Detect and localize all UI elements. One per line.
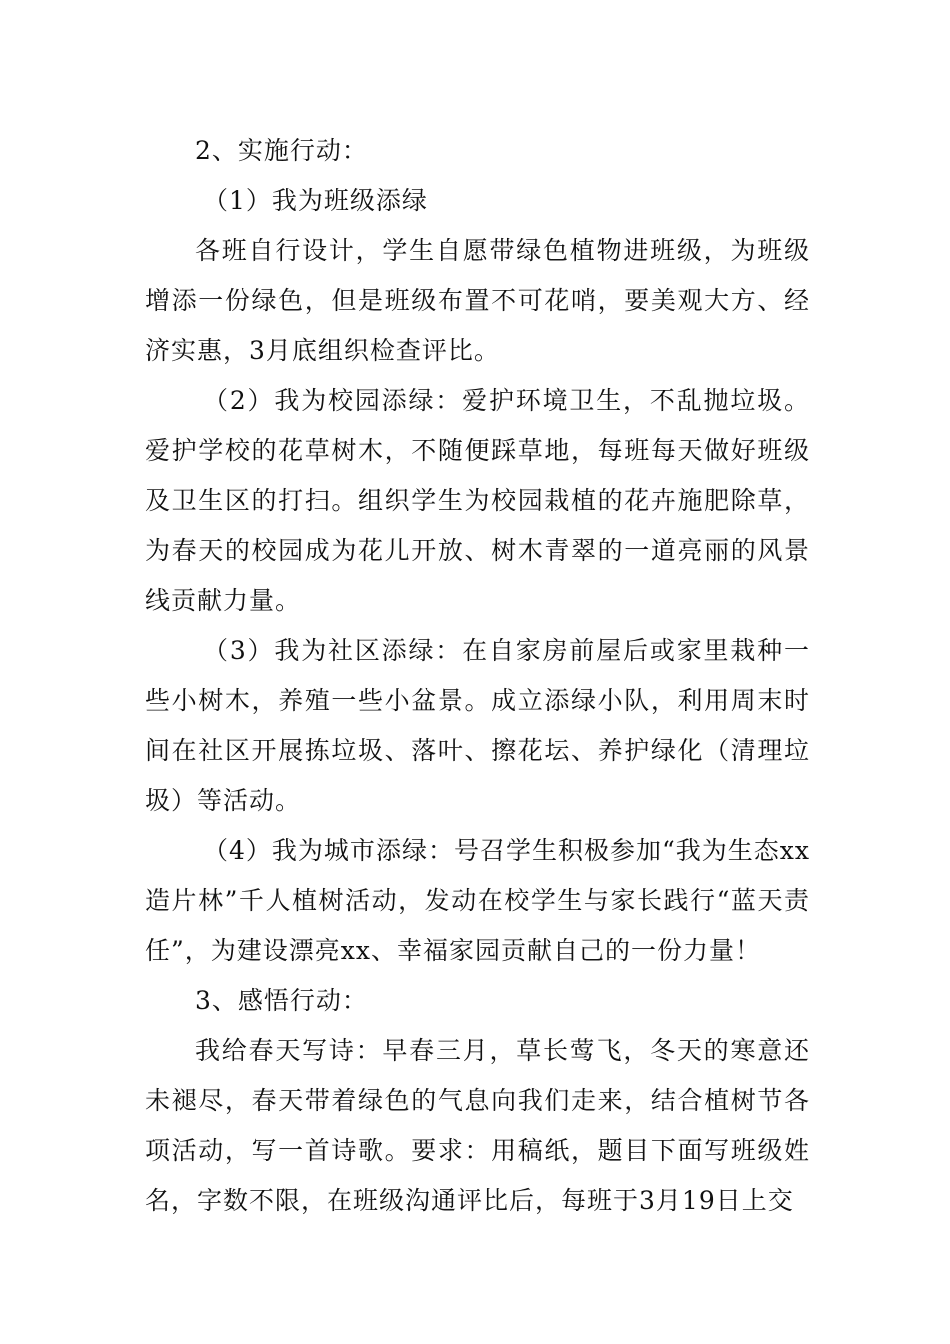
section-heading-implementation: 2、实施行动： (195, 136, 368, 165)
paragraph-campus-greening: （2）我为校园添绿：爱护环境卫生，不乱抛垃圾。爱护学校的花草树木，不随便踩草地，每班每天做好班级及卫生区的打扫。组织学生为校园栽植的花卉施肥除草，为春天的校园成为花儿开放、树木青翠的一道亮丽的风景线贡献力量。 (145, 386, 810, 615)
paragraph-spring-poem: 我给春天写诗：早春三月，草长莺飞，冬天的寒意还未褪尽，春天带着绿色的气息向我们走来，结合植树节各项活动，写一首诗歌。要求：用稿纸，题目下面写班级姓名，字数不限，在班级沟通评比后，每班于3月19日上交 (145, 1036, 810, 1215)
paragraph-city-greening: （4）我为城市添绿：号召学生积极参加“我为生态xx造片林”千人植树活动，发动在校学生与家长践行“蓝天责任”，为建设漂亮xx、幸福家园贡献自己的一份力量！ (145, 836, 810, 965)
paragraph-class-greening: 各班自行设计，学生自愿带绿色植物进班级，为班级增添一份绿色，但是班级布置不可花哨，要美观大方、经济实惠，3月底组织检查评比。 (145, 236, 810, 365)
subheading-class-greening: （1）我为班级添绿 (203, 186, 428, 215)
section-heading-reflection: 3、感悟行动： (195, 986, 368, 1015)
document-body (145, 126, 810, 1226)
paragraph-community-greening: （3）我为社区添绿：在自家房前屋后或家里栽种一些小树木，养殖一些小盆景。成立添绿小队，利用周末时间在社区开展拣垃圾、落叶、擦花坛、养护绿化（清理垃圾）等活动。 (145, 636, 810, 815)
